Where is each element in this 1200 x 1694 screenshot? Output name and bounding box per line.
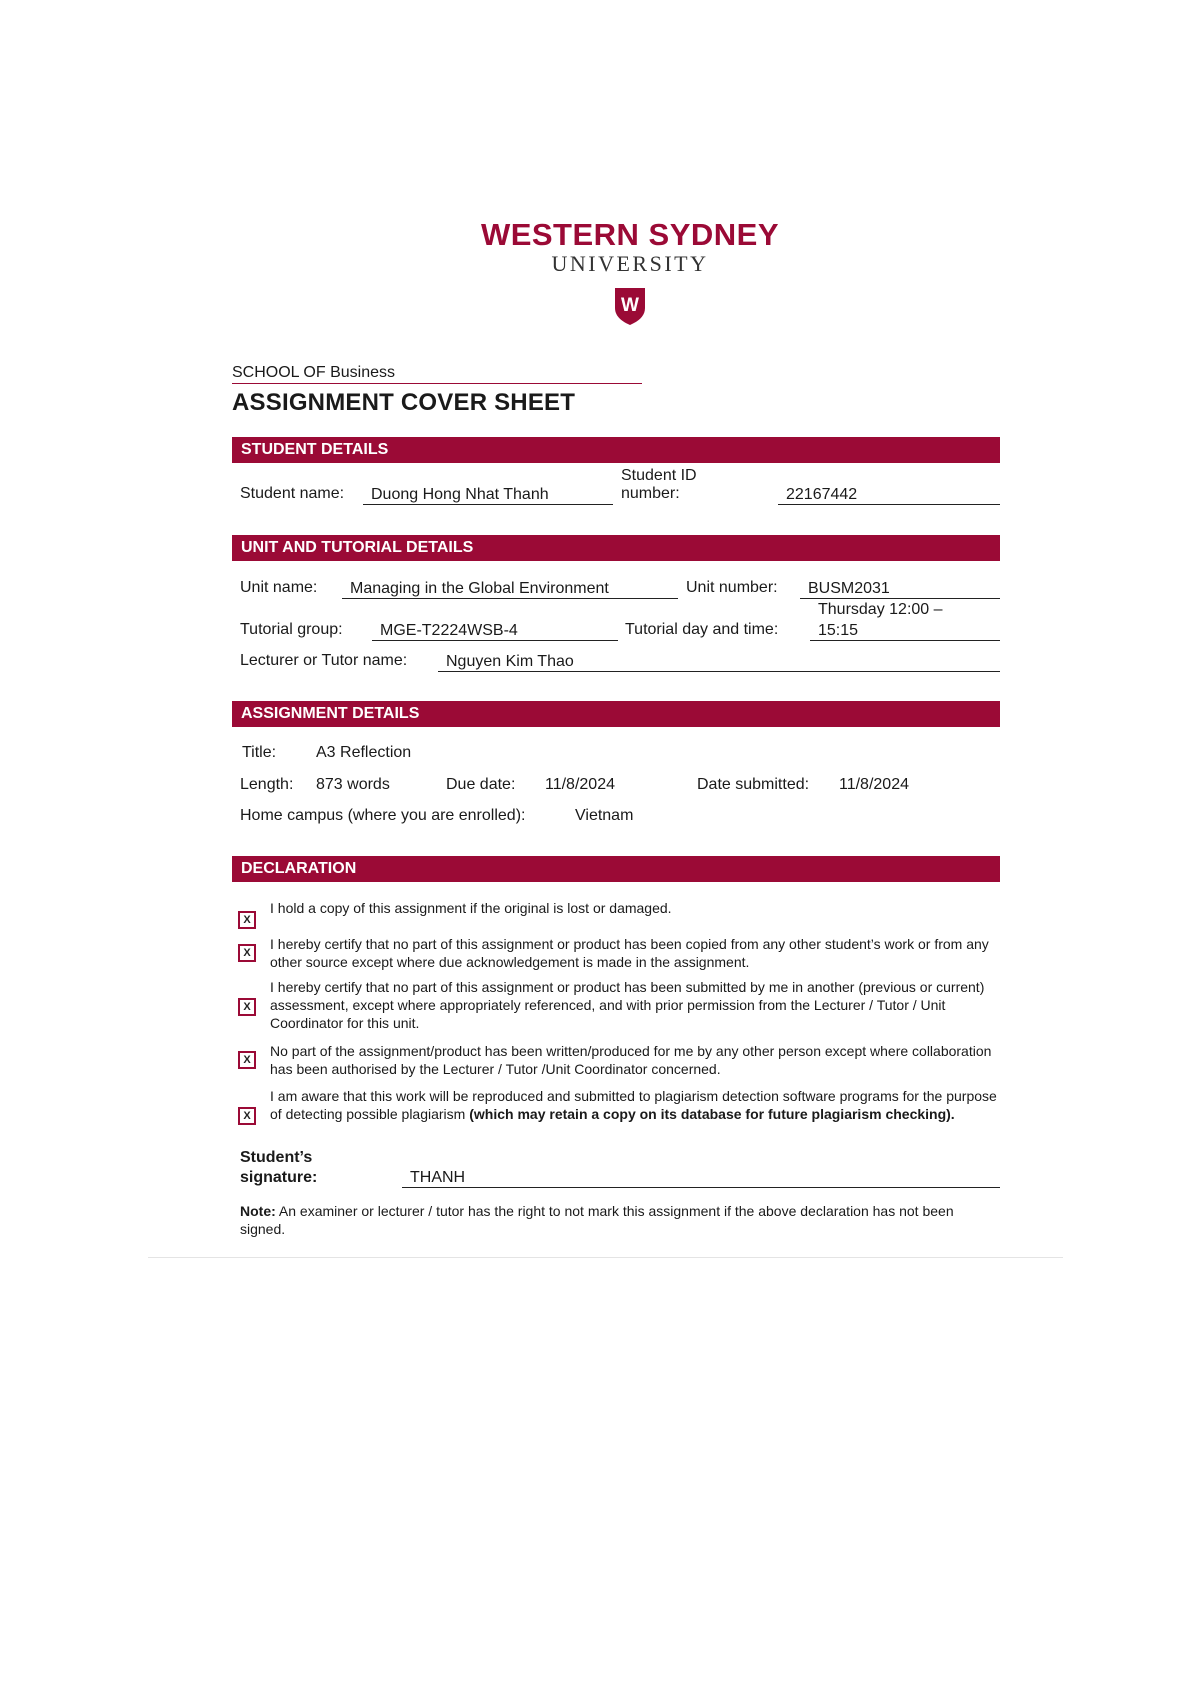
assignment-title-label: Title: [242, 744, 277, 761]
due-date-label: Due date: [446, 776, 516, 793]
unit-name-field[interactable]: Managing in the Global Environment [342, 579, 678, 599]
declaration-checkbox[interactable]: X [238, 911, 256, 929]
signature-label-line2: signature: [240, 1169, 318, 1186]
tutorial-group-field[interactable]: MGE-T2224WSB-4 [372, 621, 618, 641]
length-label: Length: [240, 776, 294, 793]
student-id-field[interactable]: 22167442 [778, 485, 1000, 505]
student-id-label [621, 467, 697, 503]
tutorial-time-line1: Thursday 12:00 – [818, 601, 943, 618]
shield-icon [613, 286, 647, 326]
student-name-label: Student name: [240, 485, 345, 502]
due-date-value: 11/8/2024 [545, 776, 615, 793]
signature-label-line1: Student’s [240, 1149, 313, 1166]
student-id-label-line2: number: [621, 485, 680, 502]
declaration-text-plain: I am aware that this work will be reproduced and submitted to plagiarism detection software programs for the purpose of detecting possible plagiarism [270, 1088, 997, 1122]
page-divider [148, 1257, 1063, 1258]
note-label: Note: [240, 1203, 276, 1219]
university-logo [480, 218, 780, 331]
declaration-text [270, 1087, 1000, 1123]
length-value: 873 words [316, 776, 390, 793]
unit-name-label: Unit name: [240, 579, 318, 596]
declaration-checkbox[interactable]: X [238, 998, 256, 1016]
declaration-checkbox[interactable]: X [238, 944, 256, 962]
campus-value: Vietnam [575, 807, 634, 824]
declaration-text: I hereby certify that no part of this assignment or product has been copied from any other student’s work or from any other source except where due acknowledgement is made in the assignment. [270, 936, 989, 970]
section-header-student: STUDENT DETAILS [232, 437, 1000, 463]
tutorial-group-label: Tutorial group: [240, 621, 343, 638]
school-name: SCHOOL OF Business [232, 364, 642, 384]
lecturer-label: Lecturer or Tutor name: [240, 652, 408, 669]
shield-letter: W [621, 295, 639, 316]
lecturer-field[interactable]: Nguyen Kim Thao [438, 652, 1000, 672]
date-submitted-value: 11/8/2024 [839, 776, 909, 793]
date-submitted-label: Date submitted: [697, 776, 810, 793]
page-title: ASSIGNMENT COVER SHEET [232, 389, 576, 416]
declaration-text: I hereby certify that no part of this assignment or product has been submitted by me in another (previous or current) assessment, except where appropriately referenced, and with prior permission from the Lecturer / Tutor / Unit Coordinator for this unit. [270, 979, 985, 1031]
declaration-checkbox[interactable]: X [238, 1107, 256, 1125]
declaration-text: I hold a copy of this assignment if the original is lost or damaged. [270, 900, 672, 916]
campus-label: Home campus (where you are enrolled): [240, 807, 526, 824]
declaration-text: No part of the assignment/product has been written/produced for me by any other person except where collaboration has been authorised by the Lecturer / Tutor /Unit Coordinator concerned. [270, 1043, 992, 1077]
unit-number-field[interactable]: BUSM2031 [800, 579, 1000, 599]
signature-field[interactable]: THANH [402, 1168, 1000, 1188]
logo-wordmark: WESTERN SYDNEY [480, 217, 780, 252]
logo-subtitle: UNIVERSITY [551, 251, 709, 276]
assignment-title-value: A3 Reflection [316, 744, 412, 761]
signature-label [240, 1148, 317, 1188]
tutorial-time-field[interactable]: 15:15 [810, 621, 1000, 641]
section-header-declaration: DECLARATION [232, 856, 1000, 882]
student-name-field[interactable]: Duong Hong Nhat Thanh [363, 485, 613, 505]
unit-number-label: Unit number: [686, 579, 778, 596]
tutorial-time-label: Tutorial day and time: [625, 621, 779, 638]
note-text: An examiner or lecturer / tutor has the right to not mark this assignment if the above declaration has not been signed. [240, 1203, 954, 1237]
declaration-text-bold: (which may retain a copy on its database for future plagiarism checking). [469, 1106, 955, 1122]
student-id-label-line1: Student ID [621, 467, 697, 484]
section-header-assignment: ASSIGNMENT DETAILS [232, 701, 1000, 727]
declaration-checkbox[interactable]: X [238, 1051, 256, 1069]
note [240, 1202, 1000, 1238]
section-header-unit: UNIT AND TUTORIAL DETAILS [232, 535, 1000, 561]
